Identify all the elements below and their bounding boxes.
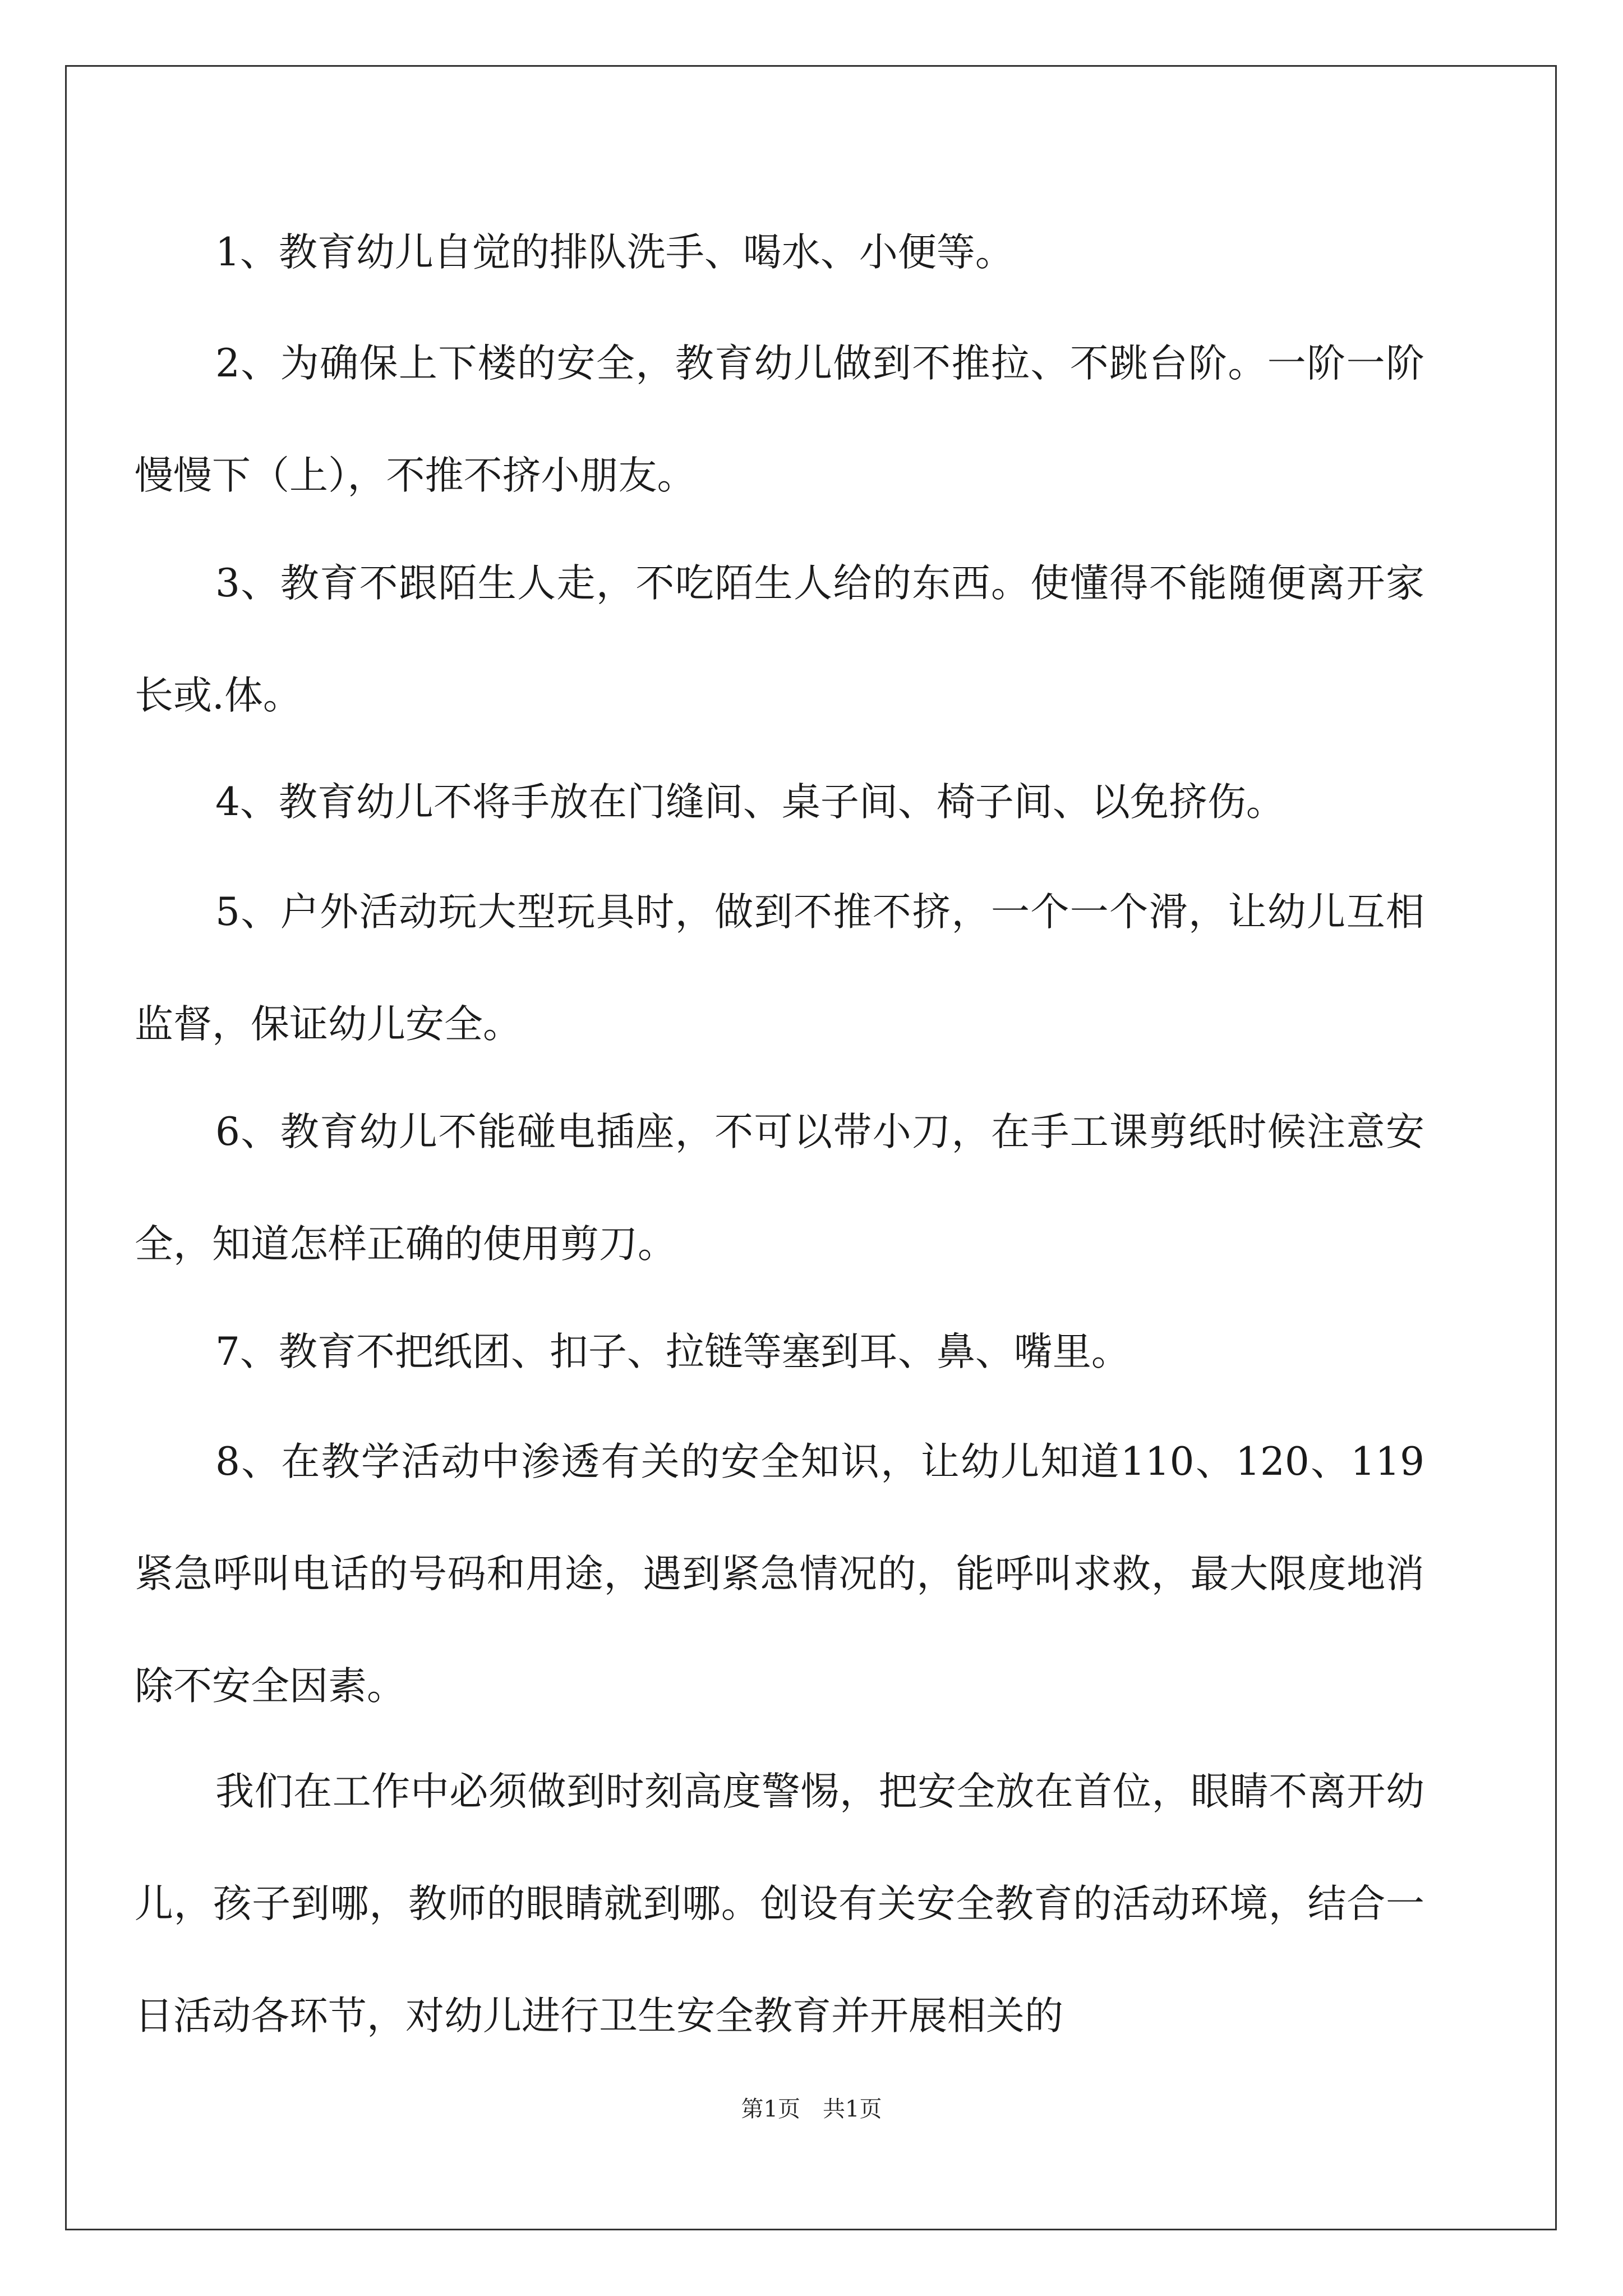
paragraph-2: 2、为确保上下楼的安全，教育幼儿做到不推拉、不跳台阶。一阶一阶慢慢下（上），不推不挤小朋友。 [135,341,1424,498]
paragraph-3: 3、教育不跟陌生人走，不吃陌生人给的东西。使懂得不能随便离开家长或.体。 [135,561,1424,718]
page-total: 共1页 [823,2096,882,2122]
page-number: 第1页 [741,2096,800,2122]
paragraph-7: 7、教育不把纸团、扣子、拉链等塞到耳、鼻、嘴里。 [215,1329,1130,1374]
page-footer [0,2092,1623,2126]
paragraph-1: 1、教育幼儿自觉的排队洗手、喝水、小便等。 [215,230,1014,275]
paragraph-6: 6、教育幼儿不能碰电插座，不可以带小刀，在手工课剪纸时候注意安全，知道怎样正确的使用剪刀。 [135,1110,1424,1267]
paragraph-9: 我们在工作中必须做到时刻高度警惕，把安全放在首位，眼睛不离开幼儿，孩子到哪，教师的眼睛就到哪。创设有关安全教育的活动环境，结合一日活动各环节，对幼儿进行卫生安全教育并开展相关的 [135,1769,1424,2039]
paragraph-5: 5、户外活动玩大型玩具时，做到不推不挤，一个一个滑，让幼儿互相监督，保证幼儿安全。 [135,890,1424,1047]
paragraph-4: 4、教育幼儿不将手放在门缝间、桌子间、椅子间、以免挤伤。 [215,780,1285,825]
paragraph-8: 8、在教学活动中渗透有关的安全知识，让幼儿知道110、120、119紧急呼叫电话的号码和用途，遇到紧急情况的，能呼叫求救，最大限度地消除不安全因素。 [135,1439,1424,1709]
